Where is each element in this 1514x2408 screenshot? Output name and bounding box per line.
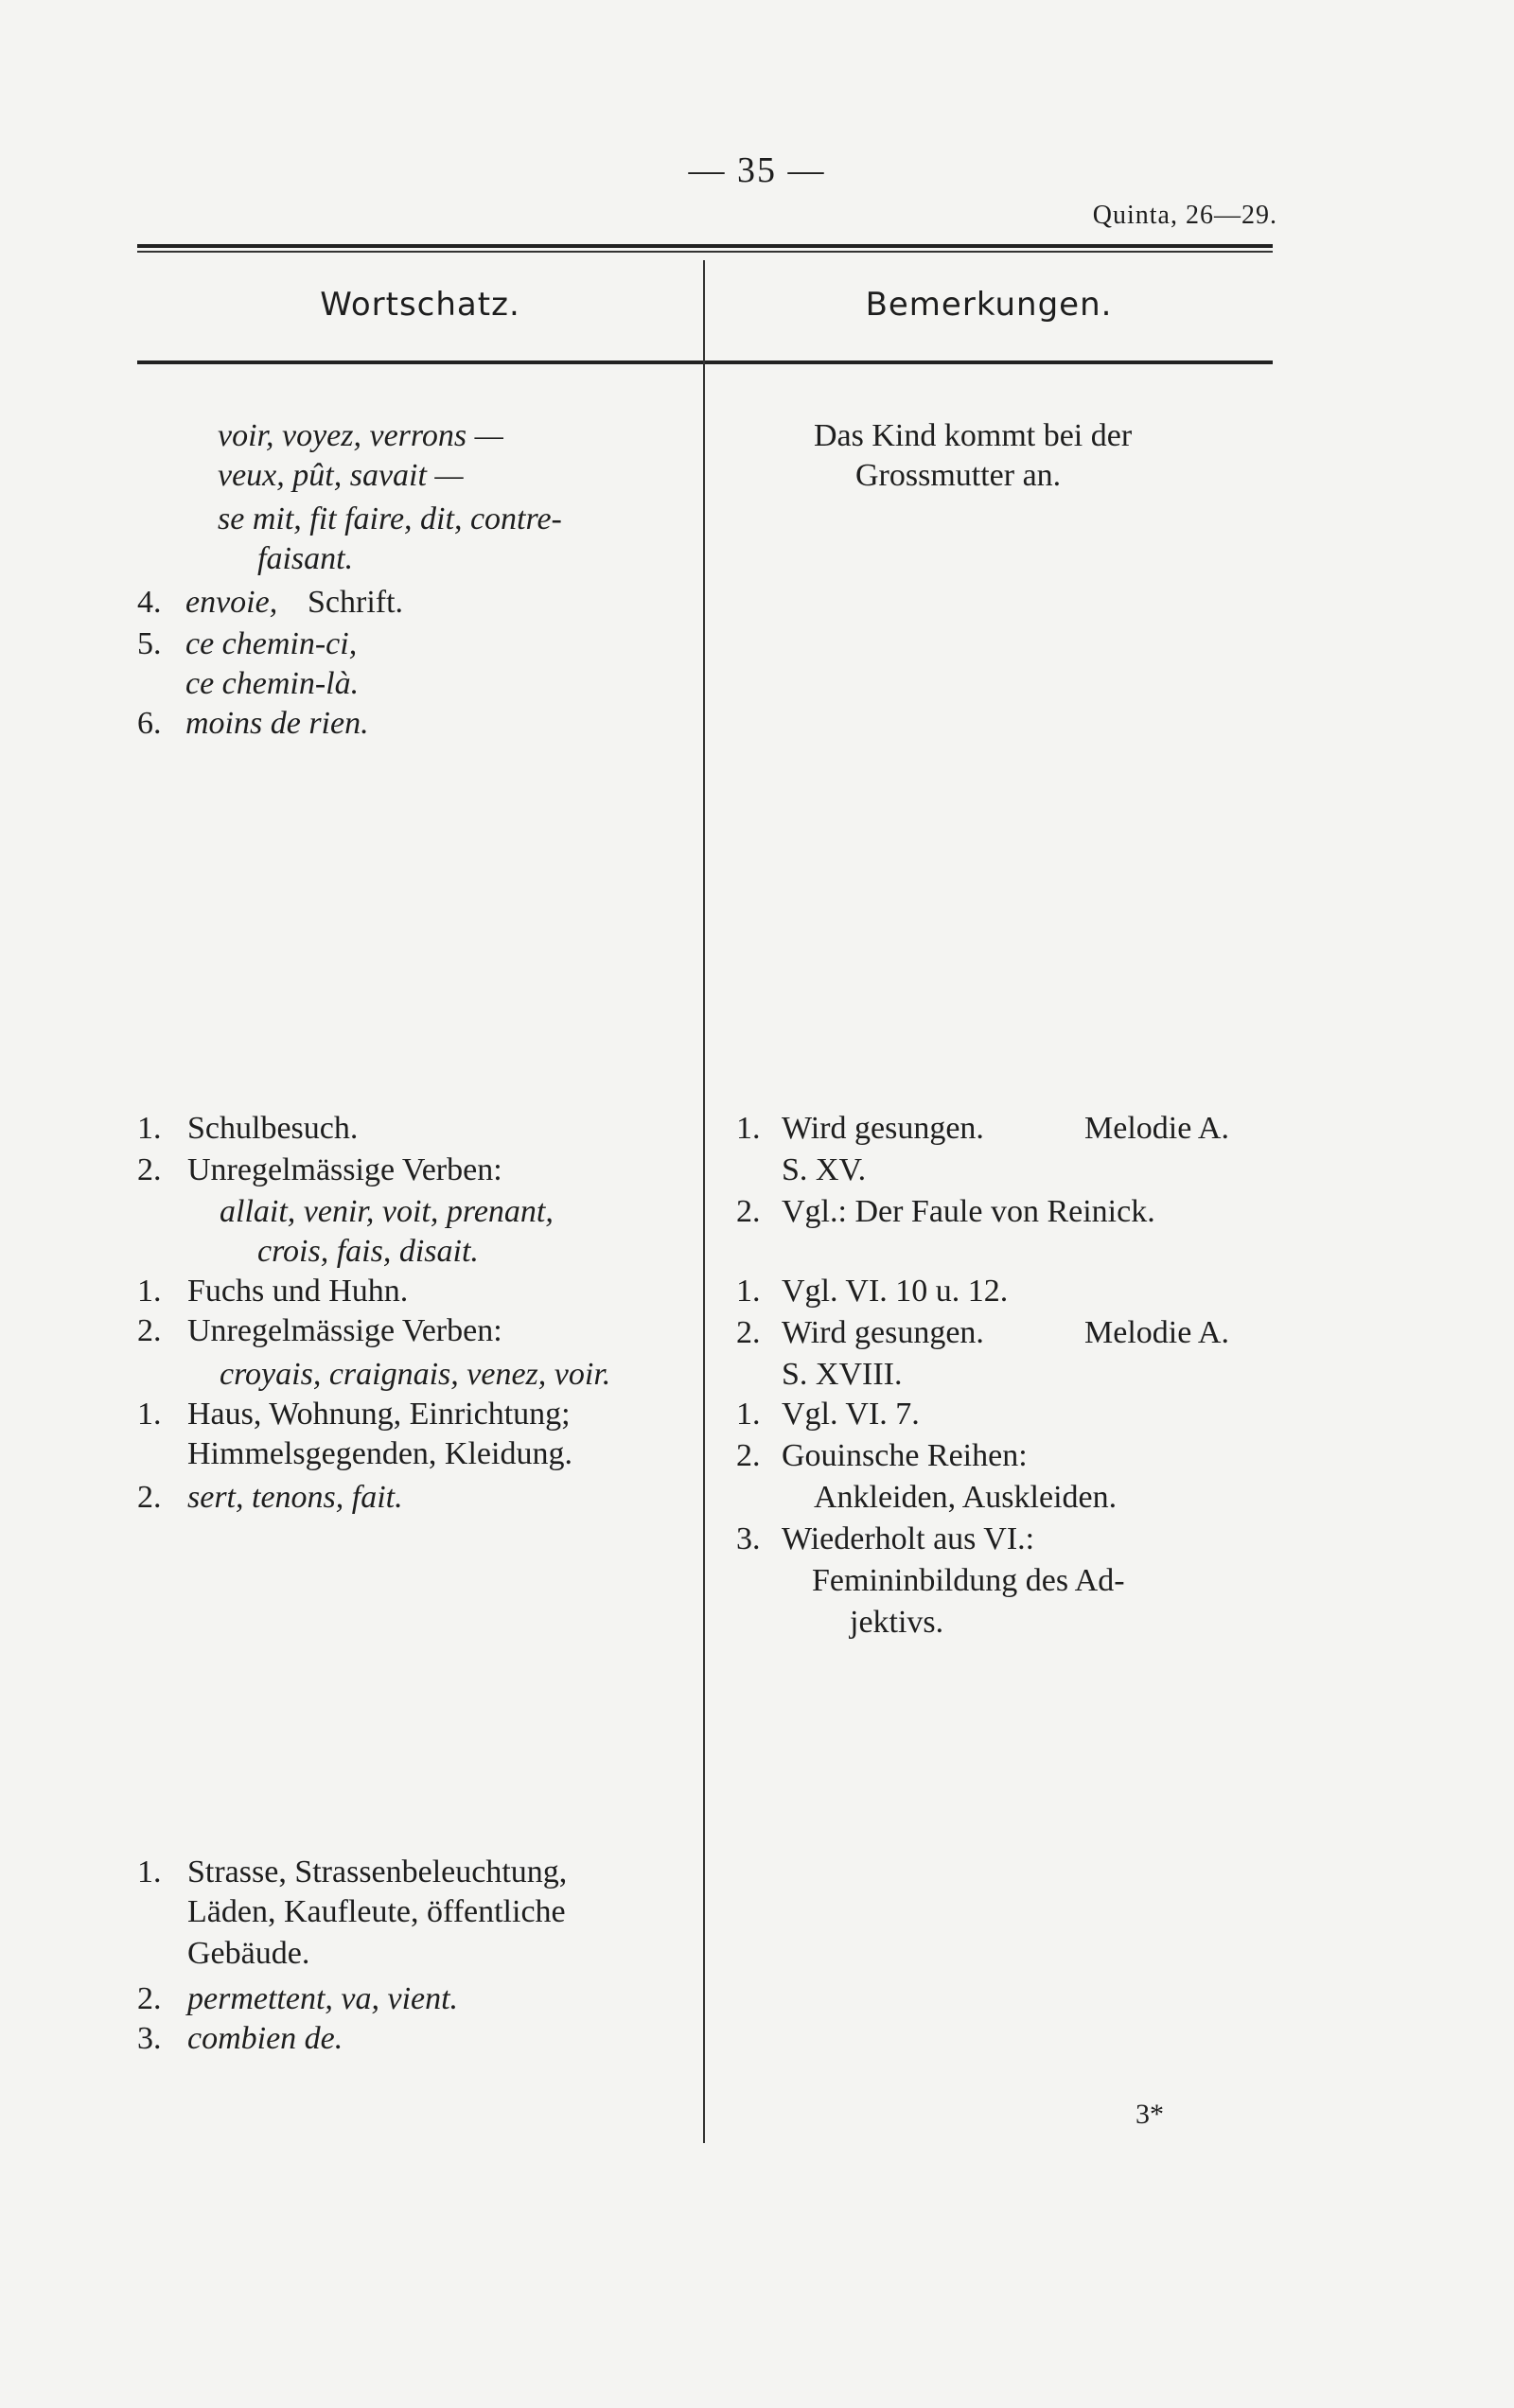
vocab-line: voir, voyez, verrons — (218, 418, 503, 453)
vocab-line: combien de. (187, 2021, 343, 2056)
item-number: 4. (137, 585, 162, 620)
vocab-line: sert, tenons, fait. (187, 1480, 403, 1515)
vocab-line: Gebäude. (187, 1936, 310, 1971)
column-heading-bemerkungen: Bemerkungen. (865, 286, 1113, 324)
remark-line: Ankleiden, Auskleiden. (814, 1480, 1118, 1515)
header-bottom-rule (137, 360, 1273, 364)
remark-line: Das Kind kommt bei der (814, 418, 1133, 453)
item-number: 3. (137, 2021, 162, 2056)
remark-line: jektivs. (850, 1605, 944, 1640)
vocab-line: Himmelsgegenden, Kleidung. (187, 1436, 572, 1471)
vocab-line: croyais, craignais, venez, voir. (220, 1357, 611, 1392)
item-number: 2. (137, 1313, 162, 1348)
vocab-line: ce chemin-là. (185, 666, 360, 701)
vocab-line: Fuchs und Huhn. (187, 1274, 409, 1309)
remark-line: Melodie A. (1084, 1315, 1229, 1350)
remark-line: S. XVIII. (782, 1357, 903, 1392)
item-number: 5. (137, 626, 162, 661)
item-number: 2. (736, 1315, 761, 1350)
remark-line: Wiederholt aus VI.: (782, 1521, 1035, 1556)
remark-line: S. XV. (782, 1152, 867, 1187)
item-number: 6. (137, 706, 162, 741)
vocab-line: Unregelmässige Verben: (187, 1152, 502, 1187)
vocab-line: Läden, Kaufleute, öffentliche (187, 1894, 566, 1929)
vocab-line: permettent, va, vient. (187, 1981, 459, 2016)
item-number: 3. (736, 1521, 761, 1556)
vocab-line: Unregelmässige Verben: (187, 1313, 502, 1348)
top-rule (137, 244, 1273, 248)
page-number: — 35 — (688, 150, 826, 190)
item-number: 2. (137, 1981, 162, 2016)
vocab-line: veux, pût, savait — (218, 458, 464, 493)
vocab-line: Schrift. (308, 585, 404, 620)
item-number: 2. (736, 1194, 761, 1229)
running-head: Quinta, 26—29. (1092, 201, 1277, 230)
item-number: 1. (736, 1397, 761, 1432)
remark-line: Gouinsche Reihen: (782, 1438, 1028, 1473)
vocab-line: allait, venir, voit, prenant, (220, 1194, 554, 1229)
signature-mark: 3* (1136, 2099, 1164, 2130)
column-divider (703, 260, 705, 2143)
vocab-line: se mit, fit faire, dit, contre- (218, 501, 562, 536)
vocab-line: ce chemin-ci, (185, 626, 358, 661)
vocab-line: envoie, (185, 585, 278, 620)
item-number: 1. (137, 1274, 162, 1309)
remark-line: Wird gesungen. (782, 1315, 984, 1350)
remark-line: Grossmutter an. (855, 458, 1062, 493)
item-number: 1. (137, 1854, 162, 1889)
item-number: 1. (736, 1274, 761, 1309)
remark-line: Femininbildung des Ad- (812, 1563, 1125, 1598)
vocab-line: crois, fais, disait. (257, 1234, 479, 1269)
item-number: 2. (137, 1152, 162, 1187)
item-number: 1. (736, 1111, 761, 1146)
vocab-line: Haus, Wohnung, Einrichtung; (187, 1397, 571, 1432)
column-heading-wortschatz: Wortschatz. (320, 286, 520, 324)
item-number: 2. (137, 1480, 162, 1515)
top-rule-thin (137, 251, 1273, 253)
remark-line: Vgl.: Der Faule von Reinick. (782, 1194, 1155, 1229)
vocab-line: moins de rien. (185, 706, 369, 741)
item-number: 2. (736, 1438, 761, 1473)
remark-line: Vgl. VI. 10 u. 12. (782, 1274, 1009, 1309)
vocab-line: faisant. (257, 541, 354, 576)
item-number: 1. (137, 1111, 162, 1146)
vocab-line: Schulbesuch. (187, 1111, 359, 1146)
vocab-line: Strasse, Strassenbeleuchtung, (187, 1854, 568, 1889)
remark-line: Vgl. VI. 7. (782, 1397, 920, 1432)
item-number: 1. (137, 1397, 162, 1432)
remark-line: Wird gesungen. (782, 1111, 984, 1146)
remark-line: Melodie A. (1084, 1111, 1229, 1146)
